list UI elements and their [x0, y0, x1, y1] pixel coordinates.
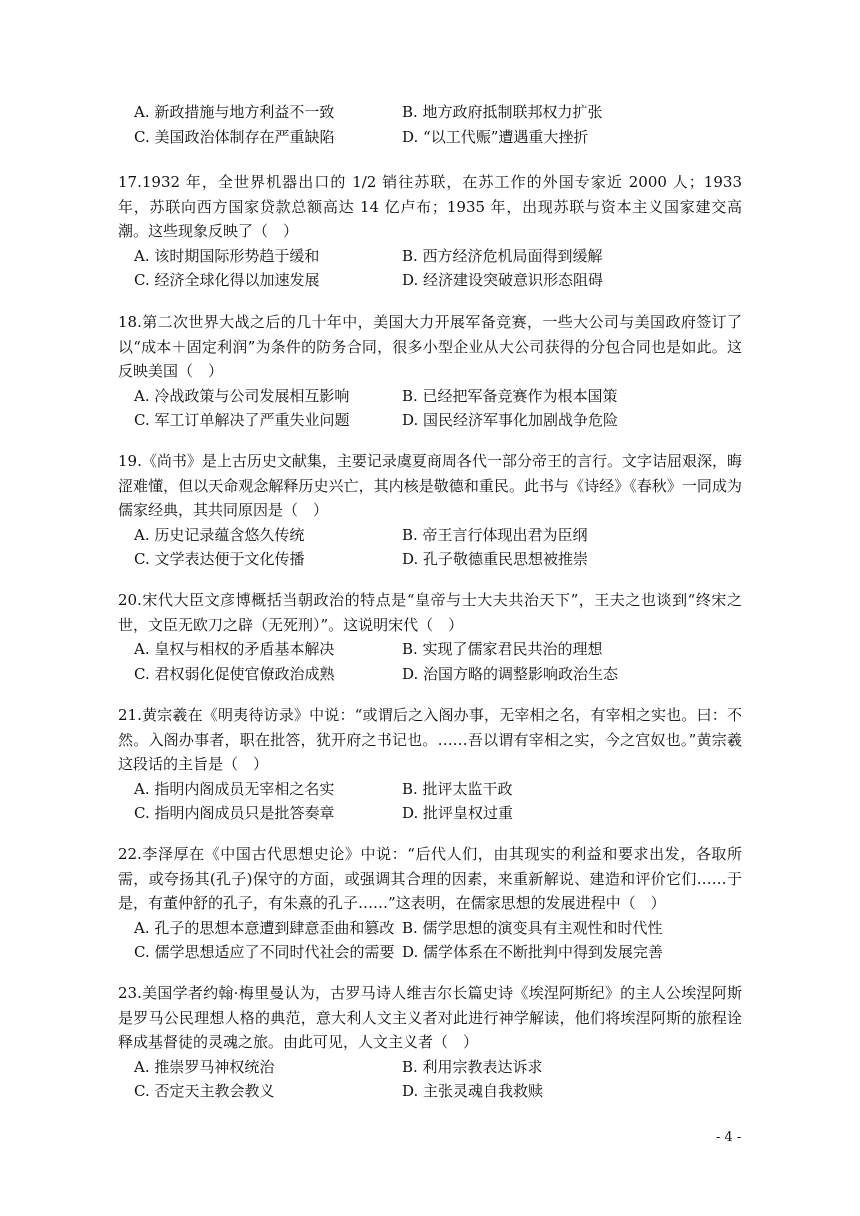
option-d: D. 孔子敬德重民思想被推崇 [402, 550, 589, 568]
option-d: D. 批评皇权过重 [402, 804, 514, 822]
option-c: C. 儒学思想适应了不同时代社会的需要 [134, 943, 395, 961]
option-b: B. 儒学思想的演变具有主观性和时代性 [402, 918, 663, 937]
option-a: A. 冷战政策与公司发展相互影响 [134, 386, 350, 405]
option-d: D. 国民经济军事化加剧战争危险 [402, 411, 619, 429]
question-stem: 22.李泽厚在《中国古代思想史论》中说：“后代人们，由其现实的利益和要求出发，各取所需，或夸扬其(孔子)保守的方面，或强调其合理的因素，来重新解说、建造和评价它们……于是，有董仲舒的孔子，有朱熹的孔子……”这表明，在儒家思想的发展进程中（ ） [118, 845, 742, 912]
option-d: D. 主张灵魂自我救赎 [402, 1082, 544, 1100]
page-number: - 4 - [716, 1130, 742, 1145]
option-c: C. 经济全球化得以加速发展 [134, 271, 320, 289]
question-16-options [118, 100, 742, 149]
question-stem: 21.黄宗羲在《明夷待访录》中说：“或谓后之入阁办事，无宰相之名，有宰相之实也。曰：不然。入阁办事者，职在批答，犹开府之书记也。……吾以谓有宰相之实，今之宫奴也。”黄宗羲这段话的主旨是（ ） [118, 706, 742, 773]
option-c: C. 文学表达便于文化传播 [134, 550, 305, 568]
option-b: B. 已经把军备竞赛作为根本国策 [402, 386, 618, 405]
question-stem: 23.美国学者约翰·梅里曼认为，古罗马诗人维吉尔长篇史诗《埃涅阿斯纪》的主人公埃涅阿斯是罗马公民理想人格的典范，意大利人文主义者对此进行神学解读，他们将埃涅阿斯的旅程诠释成基督徒的灵魂之旅。由此可见，人文主义者（ ） [118, 984, 742, 1051]
option-b: B. 批评太监干政 [402, 779, 513, 798]
option-a: A. 指明内阁成员无宰相之名实 [134, 779, 335, 798]
option-b: B. 利用宗教表达诉求 [402, 1057, 543, 1076]
question-22 [118, 842, 742, 965]
option-a: A. 该时期国际形势趋于缓和 [134, 246, 320, 265]
option-b: B. 地方政府抵制联邦权力扩张 [402, 103, 603, 121]
option-d: D. “以工代赈”遭遇重大挫折 [402, 127, 589, 146]
option-c: C. 军工订单解决了严重失业问题 [134, 411, 350, 429]
option-a: A. 推崇罗马神权统治 [134, 1057, 275, 1076]
question-18 [118, 310, 742, 433]
option-d: D. 经济建设突破意识形态阻碍 [402, 271, 604, 289]
option-b: B. 西方经济危机局面得到缓解 [402, 246, 603, 265]
question-stem: 17.1932 年，全世界机器出口的 1/2 销往苏联，在苏工作的外国专家近 2000 人；1933 年，苏联向西方国家贷款总额高达 14 亿卢布；1935 年，出现苏联与资本主义国家建交高潮。这些现象反映了（ ） [118, 173, 742, 240]
option-b: B. 实现了儒家君民共治的理想 [402, 640, 603, 658]
option-d: D. 儒学体系在不断批判中得到发展完善 [402, 943, 664, 961]
option-d: D. 治国方略的调整影响政治生态 [402, 664, 619, 683]
question-19 [118, 449, 742, 572]
option-c: C. 指明内阁成员只是批答奏章 [134, 804, 335, 822]
question-20 [118, 588, 742, 686]
option-c: C. 君权弱化促使官僚政治成熟 [134, 664, 335, 683]
option-a: A. 历史记录蕴含悠久传统 [134, 525, 305, 544]
question-23 [118, 981, 742, 1104]
option-b: B. 帝王言行体现出君为臣纲 [402, 525, 588, 544]
question-stem: 19.《尚书》是上古历史文献集，主要记录虞夏商周各代一部分帝王的言行。文字诘屈艰深，晦涩难懂，但以天命观念解释历史兴亡，其内核是敬德和重民。此书与《诗经》《春秋》一同成为儒家经典，其共同原因是（ ） [118, 452, 742, 519]
option-c: C. 美国政治体制存在严重缺陷 [134, 127, 335, 146]
question-17 [118, 170, 742, 293]
question-stem: 20.宋代大臣文彦博概括当朝政治的特点是“皇帝与士大夫共治天下”，王夫之也谈到“终宋之世，文臣无欧刀之辟（无死刑）”。这说明宋代（ ） [118, 591, 742, 634]
option-a: A. 皇权与相权的矛盾基本解决 [134, 640, 335, 658]
option-a: A. 孔子的思想本意遭到肆意歪曲和篡改 [134, 918, 395, 937]
question-21 [118, 703, 742, 826]
option-a: A. 新政措施与地方利益不一致 [134, 103, 335, 121]
question-stem: 18.第二次世界大战之后的几十年中，美国大力开展军备竞赛，一些大公司与美国政府签订了以“成本＋固定利润”为条件的防务合同，很多小型企业从大公司获得的分包合同也是如此。这反映美国（ ） [118, 313, 742, 380]
option-c: C. 否定天主教会教义 [134, 1082, 275, 1100]
